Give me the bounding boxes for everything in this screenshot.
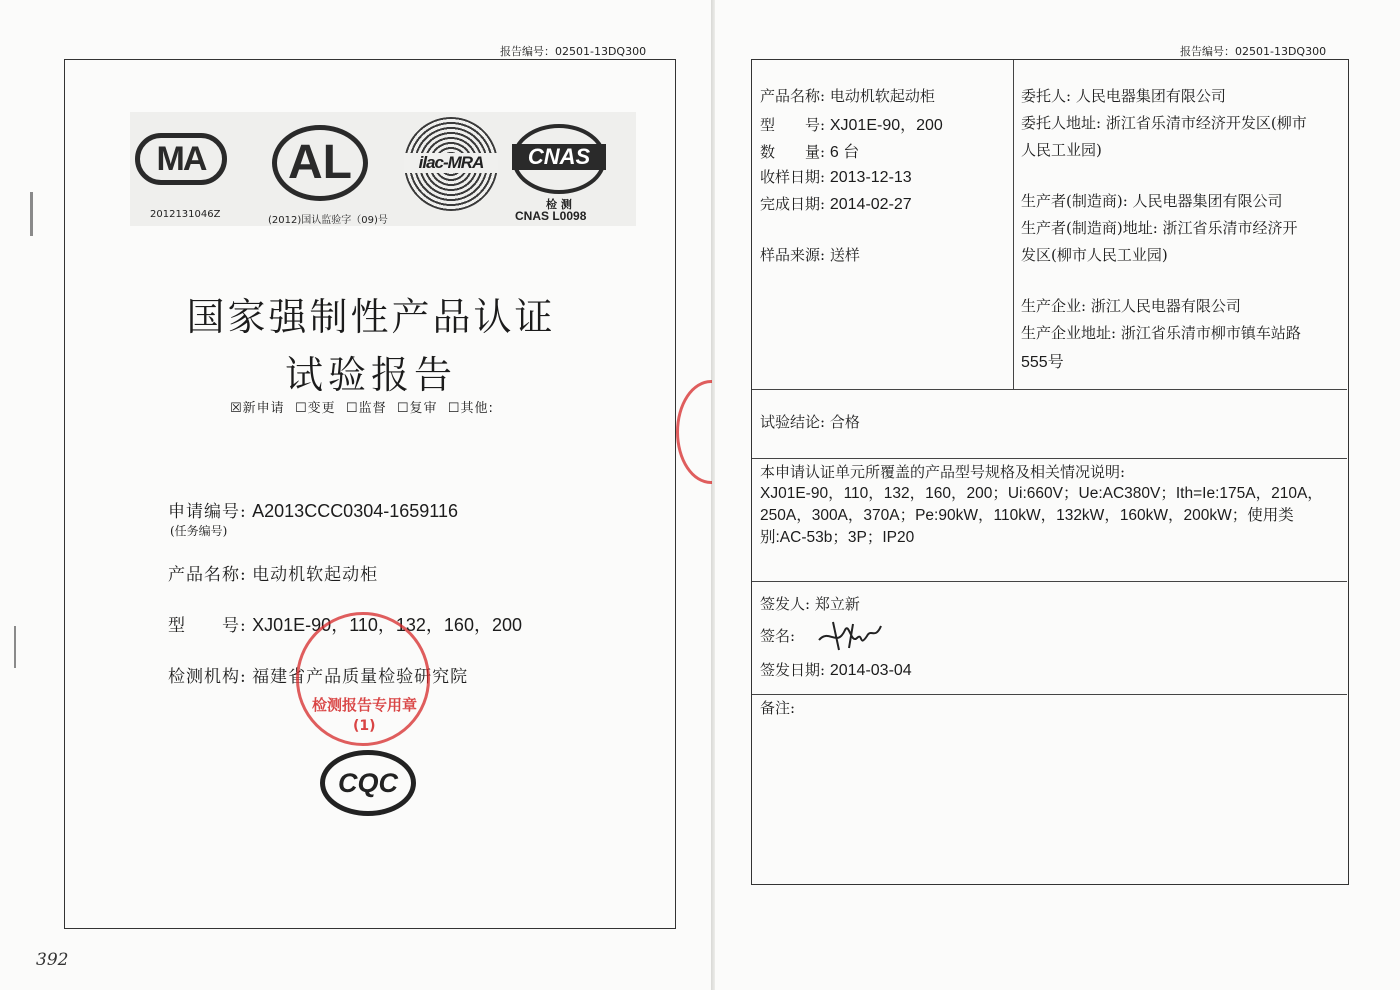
r-factory-address-2: 555号: [1021, 354, 1064, 371]
seal-text: 检测报告专用章: [312, 696, 418, 714]
r-issue-date: 签发日期: 2014-03-04: [760, 661, 912, 679]
checkbox-supervision: ☐监督: [340, 401, 387, 416]
seal-number: (1): [353, 718, 376, 734]
r-scope-line-2: 250A，300A，370A；Pe:90kW，110kW，132kW，160kW，200kW；使用类: [760, 507, 1294, 524]
application-number-row: [168, 497, 458, 522]
page-fold: [711, 0, 715, 990]
checkbox-new-application: ☒新申请: [230, 401, 285, 416]
cal-code: (2012)国认监验字（09)号: [268, 215, 388, 226]
checkbox-review: ☐复审: [391, 401, 438, 416]
r-remarks: 备注:: [760, 699, 796, 717]
cqc-logo: CQC: [320, 750, 416, 816]
r-received-date: 收样日期: 2013-12-13: [760, 168, 912, 186]
scan-mark-2: [14, 626, 16, 668]
handwritten-page-number: 392: [36, 950, 69, 970]
r-client-address: 委托人地址: 浙江省乐清市经济开发区(柳市: [1021, 114, 1307, 132]
cma-logo: MA: [135, 133, 227, 185]
r-client: 委托人: 人民电器集团有限公司: [1021, 87, 1226, 105]
r-manufacturer: 生产者(制造商): 人民电器集团有限公司: [1021, 192, 1283, 210]
cnas-code: CNAS L0098: [515, 209, 587, 223]
r-completed-date: 完成日期: 2014-02-27: [760, 195, 912, 213]
task-number-label: (任务编号): [170, 524, 228, 538]
lab-value: 福建省产品质量检验研究院: [252, 667, 469, 687]
application-number-label: 申请编号:: [168, 502, 247, 522]
r-model: 型 号: XJ01E-90，200: [760, 116, 943, 134]
scan-mark-1: [30, 192, 33, 236]
report-number-left: 报告编号：02501-13DQ300: [500, 45, 647, 58]
product-name-value: 电动机软起动柜: [252, 565, 379, 585]
r-factory-address: 生产企业地址: 浙江省乐清市柳市镇车站路: [1021, 324, 1301, 342]
table-divider-4: [752, 694, 1347, 695]
application-number-value: A2013CCC0304-1659116: [252, 501, 458, 521]
r-issuer: 签发人: 郑立新: [760, 595, 860, 613]
r-scope-line-1: XJ01E-90，110，132，160，200；Ui:660V；Ue:AC380V；Ith=Ie:175A，210A，: [760, 485, 1323, 502]
product-name-row: [168, 560, 378, 585]
product-name-label: 产品名称:: [168, 565, 247, 585]
checkbox-other: ☐其他:: [442, 401, 494, 416]
r-product-name: 产品名称: 电动机软起动柜: [760, 87, 935, 105]
r-manufacturer-address-2: 发区(柳市人民工业园): [1021, 246, 1168, 264]
r-conclusion: 试验结论: 合格: [760, 413, 860, 431]
model-value: XJ01E-90，110，132，160，200: [252, 615, 522, 635]
table-divider-vertical: [1013, 60, 1014, 389]
r-quantity: 数 量: 6 台: [760, 143, 860, 161]
r-scope-line-3: 别:AC-53b；3P；IP20: [760, 529, 915, 546]
r-signature-label: 签名:: [760, 627, 796, 645]
ilac-mra-logo: ilac-MRA: [404, 117, 498, 211]
r-manufacturer-address: 生产者(制造商)地址: 浙江省乐清市经济开: [1021, 219, 1298, 237]
lab-label: 检测机构:: [168, 667, 247, 687]
table-divider-1: [752, 389, 1347, 390]
r-client-address-2: 人民工业园): [1021, 141, 1102, 159]
r-sample-source: 样品来源: 送样: [760, 246, 860, 264]
cnas-logo: CNAS: [512, 124, 606, 194]
application-type-checkboxes: [230, 397, 494, 416]
model-label: 型 号:: [168, 616, 247, 636]
cal-logo: AL: [272, 125, 368, 201]
r-scope-heading: 本申请认证单元所覆盖的产品型号规格及相关情况说明:: [760, 463, 1126, 481]
cma-code: 2012131046Z: [150, 209, 221, 220]
r-factory: 生产企业: 浙江人民电器有限公司: [1021, 297, 1241, 315]
table-divider-3: [752, 581, 1347, 582]
handwritten-signature: [815, 618, 885, 652]
cnas-sub: 检 测: [546, 198, 572, 211]
checkbox-change: ☐变更: [289, 401, 336, 416]
report-number-right: 报告编号：02501-13DQ300: [1180, 45, 1327, 58]
report-title-line1: 国家强制性产品认证: [186, 295, 556, 339]
table-divider-2: [752, 458, 1347, 459]
report-title-line2: 试验报告: [284, 353, 457, 397]
